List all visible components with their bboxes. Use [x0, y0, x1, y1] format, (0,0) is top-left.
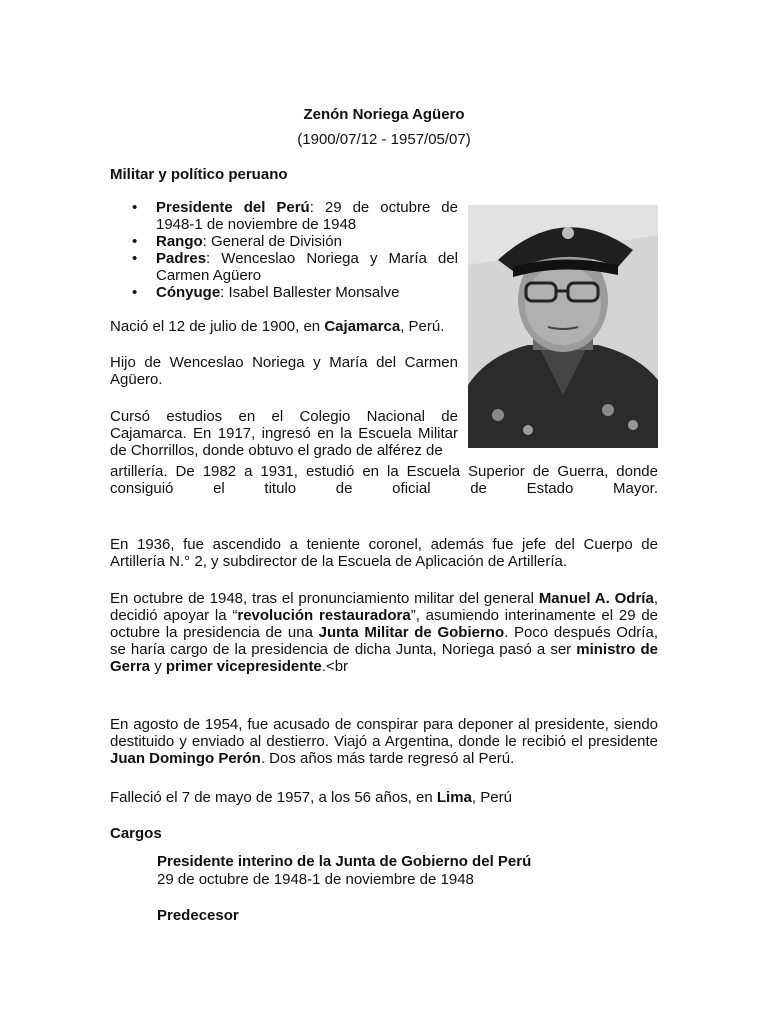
cargo-title: Presidente interino de la Junta de Gobierno del Perú — [157, 853, 532, 870]
paragraph-1936: En 1936, fue ascendido a teniente coronel, además fue jefe del Cuerpo de Artillería N.° 2, y subdirector de la Escuela de Aplicación de Artillería. — [110, 536, 658, 570]
bold-run: revolución restauradora — [237, 607, 411, 624]
fact-text: : Isabel Ballester Monsalve — [220, 284, 400, 301]
paragraph-birth — [110, 318, 458, 335]
text-run: y — [150, 658, 166, 675]
bold-run: Manuel A. Odría — [538, 590, 654, 607]
text-run: . Dos años más tarde regresó al Perú. — [260, 750, 515, 767]
fact-president — [110, 199, 458, 233]
paragraph-parents: Hijo de Wenceslao Noriega y María del Carmen Agüero. — [110, 354, 458, 388]
cargos-heading: Cargos — [110, 825, 162, 842]
text-run: , Perú — [471, 789, 512, 806]
text-run: , Perú. — [400, 318, 445, 335]
portrait-photo — [468, 205, 658, 448]
fact-spouse — [110, 284, 458, 301]
text-run: En octubre de 1948, tras el pronunciamiento militar del general — [110, 590, 539, 607]
bold-run: Junta Militar de Gobierno — [318, 624, 505, 641]
life-dates: (1900/07/12 - 1957/05/07) — [297, 131, 471, 148]
text-run: Nació el 12 de julio de 1900, en — [110, 318, 325, 335]
subtitle: Militar y político peruano — [110, 166, 288, 183]
fact-text: : Wenceslao Noriega y María del Carmen Agüero — [156, 250, 458, 284]
fact-rank — [110, 233, 458, 250]
text-run: Falleció el 7 de mayo de 1957, a los 56 años, en — [110, 789, 437, 806]
bold-run: primer vicepresidente — [165, 658, 322, 675]
paragraph-1948 — [110, 590, 658, 675]
fact-label: Rango — [156, 233, 203, 250]
cargo-dates: 29 de octubre de 1948-1 de noviembre de 1948 — [157, 871, 474, 888]
paragraph-1954 — [110, 716, 658, 767]
fact-label: Presidente del Perú — [156, 199, 310, 216]
text-run: . Poco después Odría, se haría cargo de la presidencia de dicha Junta, Noriega pasó a ser — [110, 624, 658, 658]
fact-text: : General de División — [202, 233, 342, 250]
text-run: .<br — [321, 658, 349, 675]
bold-run: Juan Domingo Perón — [110, 750, 261, 767]
facts-list — [110, 199, 458, 301]
paragraph-death — [110, 789, 658, 806]
bold-run: ministro de Gerra — [110, 641, 658, 675]
fact-parents — [110, 250, 458, 284]
predecesor-label: Predecesor — [157, 907, 239, 924]
fact-label: Padres — [156, 250, 207, 267]
text-run: , decidió apoyar la “ — [110, 590, 658, 624]
text-run: ”, asumiendo interinamente el 29 de octubre la presidencia de una — [110, 607, 659, 641]
paragraph-studies-part2: artillería. De 1982 a 1931, estudió en la Escuela Superior de Guerra, donde consiguió el titulo de oficial de Estado Mayor. — [110, 463, 658, 497]
bold-run: Cajamarca — [324, 318, 401, 335]
text-run: En agosto de 1954, fue acusado de conspirar para deponer al presidente, siendo destituido y enviado al destierro. Viajó a Argentina, donde le recibió el presidente — [110, 716, 658, 750]
bold-run: Lima — [436, 789, 472, 806]
fact-label: Cónyuge — [156, 284, 221, 301]
page-title: Zenón Noriega Agüero — [303, 106, 465, 123]
fact-text: : 29 de octubre de 1948-1 de noviembre de 1948 — [156, 199, 458, 233]
paragraph-studies-part1: Cursó estudios en el Colegio Nacional de Cajamarca. En 1917, ingresó en la Escuela Militar de Chorrillos, donde obtuvo el grado de alférez de — [110, 408, 458, 459]
